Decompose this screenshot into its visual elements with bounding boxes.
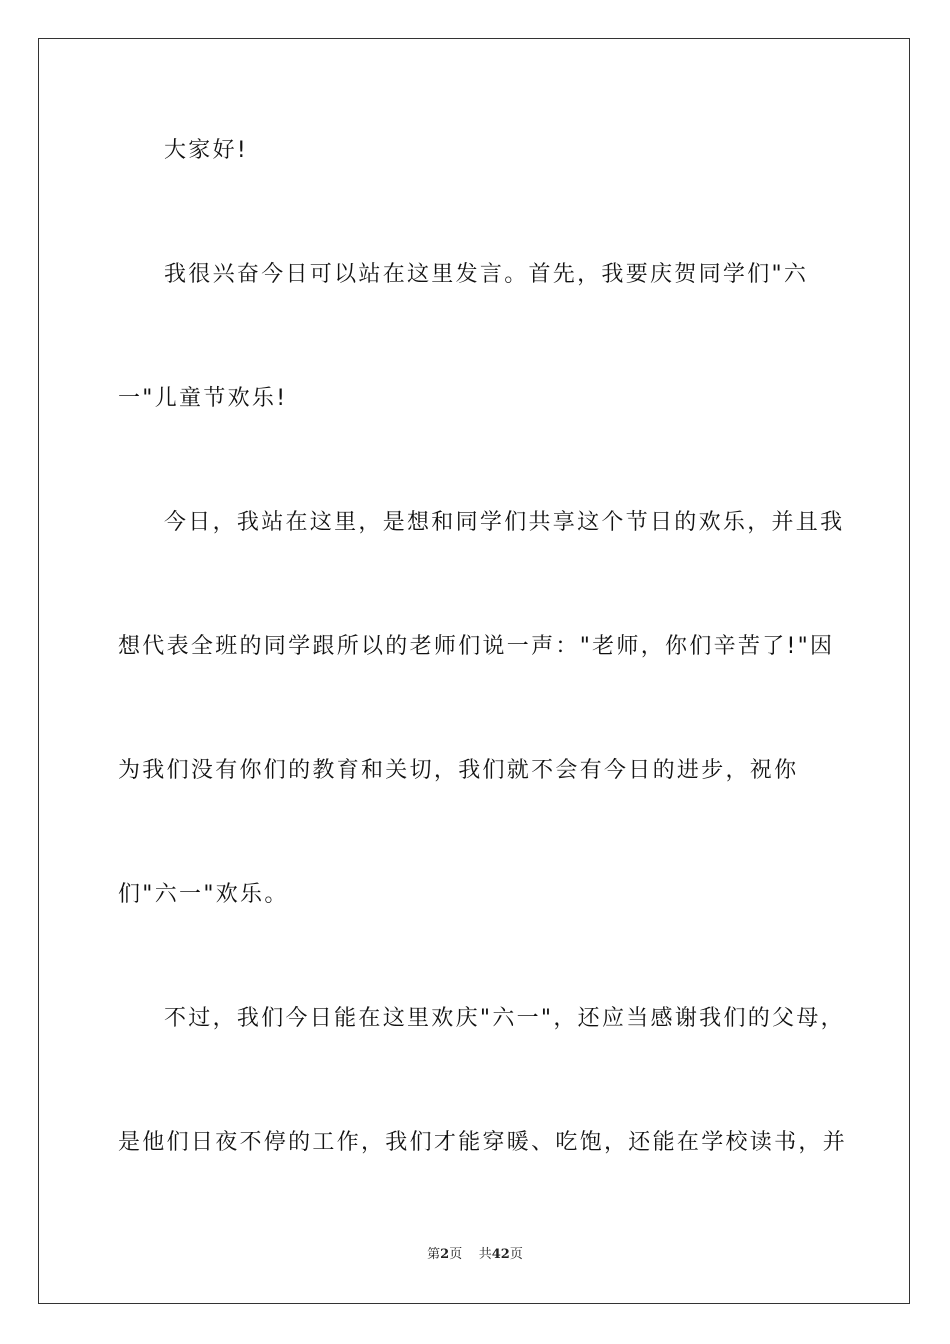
- footer-page-number: 2: [440, 1247, 450, 1262]
- text-line-7: 们"六一"欢乐。: [118, 882, 289, 907]
- page-footer: [0, 1246, 950, 1264]
- footer-total-suffix: 页: [509, 1247, 523, 1262]
- text-line-2: 我很兴奋今日可以站在这里发言。首先，我要庆贺同学们"六: [164, 262, 809, 287]
- footer-total-prefix: 共: [478, 1247, 492, 1262]
- text-line-1: 大家好!: [164, 138, 249, 163]
- footer-total-pages: 42: [491, 1247, 510, 1262]
- text-line-4: 今日，我站在这里，是想和同学们共享这个节日的欢乐，并且我: [164, 510, 845, 535]
- text-line-5: 想代表全班的同学跟所以的老师们说一声："老师，你们辛苦了!"因: [118, 634, 835, 659]
- text-line-9: 是他们日夜不停的工作，我们才能穿暖、吃饱，还能在学校读书，并: [118, 1130, 848, 1155]
- text-line-8: 不过，我们今日能在这里欢庆"六一"，还应当感谢我们的父母，: [164, 1006, 845, 1031]
- text-line-6: 为我们没有你们的教育和关切，我们就不会有今日的进步，祝你: [118, 758, 799, 783]
- page-frame: [38, 38, 910, 1304]
- text-line-3: 一"儿童节欢乐!: [118, 386, 288, 411]
- footer-page-prefix: 第: [427, 1247, 441, 1262]
- footer-page-suffix: 页: [449, 1247, 463, 1262]
